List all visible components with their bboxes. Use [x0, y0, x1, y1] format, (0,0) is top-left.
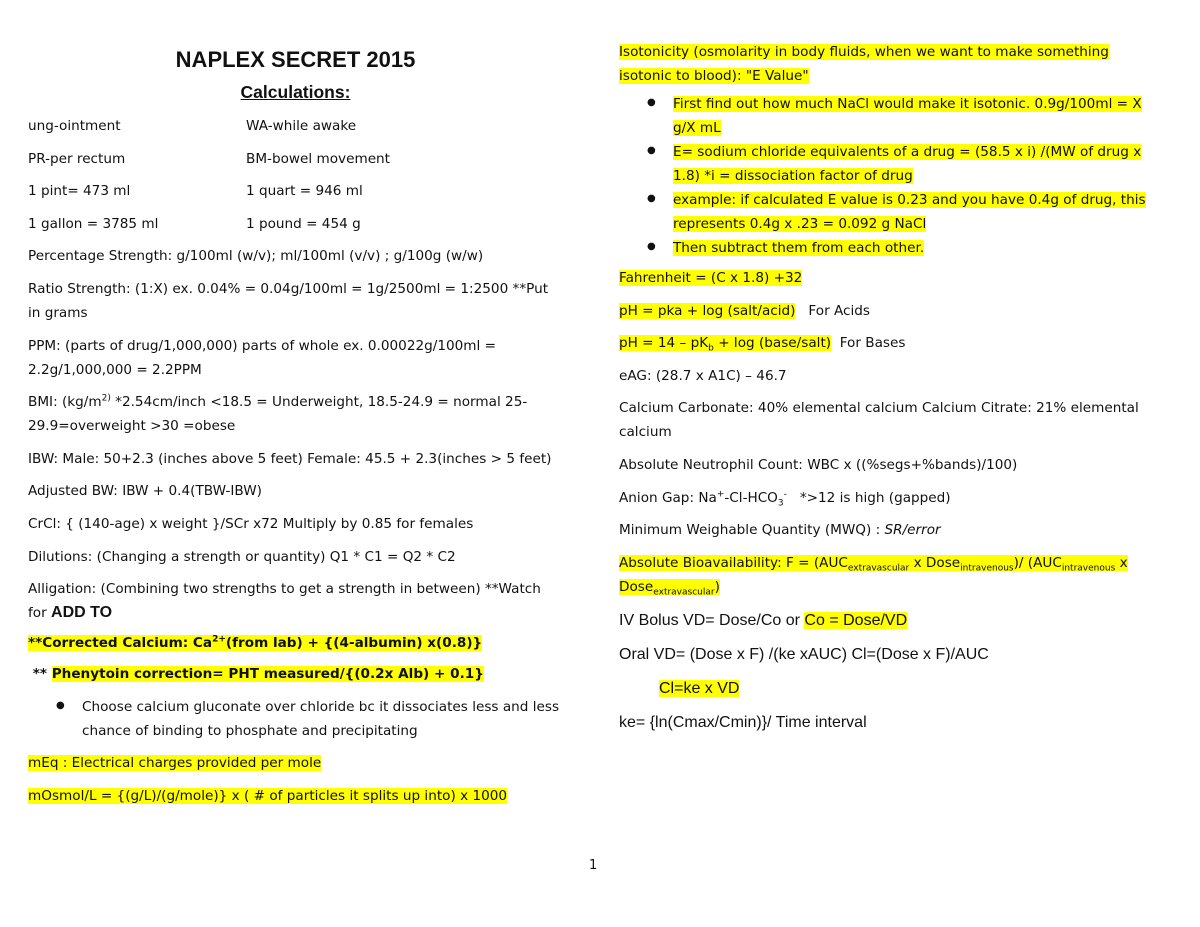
- fahrenheit: [619, 266, 1149, 290]
- list-item-text: E= sodium chloride equivalents of a drug = (58.5 x i) /(MW of drug x 1.8) *i = dissociation factor of drug: [673, 144, 1142, 184]
- phenytoin-text: Phenytoin correction= PHT measured/{(0.2x Alb) + 0.1}: [51, 666, 484, 683]
- bio-sub: intravenous: [1061, 563, 1116, 574]
- calcium-superscript: 2+: [212, 634, 226, 645]
- list-item: [673, 140, 1149, 188]
- ratio-strength: Ratio Strength: (1:X) ex. 0.04% = 0.04g/100ml = 1g/2500ml = 1:2500 **Put in grams: [28, 280, 549, 321]
- bioavailability: [619, 551, 1149, 599]
- anion-gap: [619, 486, 1149, 510]
- list-item: [673, 236, 1149, 260]
- mosmol: [28, 784, 563, 808]
- section-heading-calculations: Calculations:: [240, 82, 351, 102]
- calcium-text-rest: (from lab) + {(4-albumin) x(0.8)}: [225, 635, 483, 652]
- alligation-emphasis: ADD TO: [51, 604, 113, 622]
- right-column: [619, 40, 1149, 743]
- mosmol-text: mOsmol/L = {(g/L)/(g/mole)} x ( # of particles it splits up into) x 1000: [28, 787, 508, 804]
- clearance: [619, 677, 1149, 701]
- alligation: [28, 577, 563, 625]
- alligation-text: Alligation: (Combining two strengths to get a strength in between) **Watch for: [28, 581, 541, 622]
- calcium-bullets: [28, 695, 563, 743]
- abbrev-cell: 1 pound = 454 g: [246, 215, 361, 232]
- dilutions: Dilutions: (Changing a strength or quantity) Q1 * C1 = Q2 * C2: [28, 548, 456, 565]
- anion-text: Anion Gap: Na: [619, 489, 717, 506]
- phenytoin-prefix: **: [28, 666, 52, 683]
- iv-bolus-vd: [619, 609, 1149, 633]
- ibw: IBW: Male: 50+2.3 (inches above 5 feet) Female: 45.5 + 2.3(inches > 5 feet): [28, 450, 552, 467]
- page-number: 1: [589, 858, 598, 873]
- left-column: [28, 40, 563, 817]
- eag: eAG: (28.7 x A1C) – 46.7: [619, 367, 787, 384]
- abbrev-row: [28, 179, 563, 203]
- anc: Absolute Neutrophil Count: WBC x ((%segs+%bands)/100): [619, 456, 1018, 473]
- isotonicity-text: Isotonicity (osmolarity in body fluids, when we want to make something isotonic to blood): "E Value": [619, 44, 1109, 84]
- ph-bases: [619, 331, 1149, 355]
- ph-base-note: For Bases: [831, 335, 906, 352]
- ph-acid-note: For Acids: [795, 302, 871, 319]
- abbrev-cell: ung-ointment: [28, 118, 121, 134]
- bio-text: x Dose: [619, 554, 1128, 595]
- ph-base-subscript: b: [708, 343, 714, 354]
- isotonicity-bullets: [619, 92, 1149, 260]
- page-title: NAPLEX SECRET 2015: [175, 47, 416, 72]
- abbrev-cell: WA-while awake: [246, 118, 357, 134]
- oral-vd: Oral VD= (Dose x F) /(ke xAUC) Cl=(Dose x F)/AUC: [619, 645, 989, 663]
- list-item: ● Choose calcium gluconate over chloride bc it dissociates less and less chance of binding to phosphate and precipitating: [82, 695, 563, 743]
- calcium-salts: Calcium Carbonate: 40% elemental calcium Calcium Citrate: 21% elemental calcium: [619, 400, 1139, 441]
- list-item-text: Then subtract them from each other.: [673, 240, 925, 256]
- list-item: [673, 92, 1149, 140]
- bio-text: x Dose: [909, 554, 961, 571]
- list-item-text: First find out how much NaCl would make it isotonic. 0.9g/100ml = X g/X mL: [673, 96, 1142, 136]
- list-item: [673, 188, 1149, 236]
- anion-sup-2: -: [783, 489, 787, 500]
- mwq-formula: SR/error: [884, 522, 941, 539]
- bmi-text: BMI: (kg/m: [28, 394, 102, 411]
- iv-bolus-formula: Co = Dose/VD: [804, 611, 908, 629]
- bio-text: )/ (AUC: [1013, 554, 1062, 571]
- mwq-text: Minimum Weighable Quantity (MWQ) :: [619, 522, 885, 539]
- ppm: PPM: (parts of drug/1,000,000) parts of whole ex. 0.00022g/100ml = 2.2g/1,000,000 = 2.2PPM: [28, 337, 497, 378]
- calcium-text: **Corrected Calcium: Ca: [28, 635, 213, 652]
- bio-text: ): [714, 578, 720, 595]
- phenytoin-correction: [28, 662, 563, 686]
- anion-note: *>12 is high (gapped): [786, 489, 951, 506]
- ph-acids: [619, 299, 1149, 323]
- abbrev-cell: 1 quart = 946 ml: [246, 183, 363, 200]
- bio-sub: extravascular: [653, 587, 715, 598]
- fahrenheit-text: Fahrenheit = (C x 1.8) +32: [619, 270, 803, 286]
- corrected-calcium: [28, 631, 563, 655]
- anion-text-2: -Cl-HCO: [724, 489, 778, 506]
- bmi-superscript: 2): [101, 393, 111, 404]
- abbrev-cell: 1 gallon = 3785 ml: [28, 215, 159, 232]
- ph-base-formula: pH = 14 – pK: [619, 335, 709, 352]
- bio-sub: extravascular: [847, 563, 910, 574]
- mwq: [619, 518, 1149, 542]
- crcl: CrCl: { (140-age) x weight }/SCr x72 Multiply by 0.85 for females: [28, 515, 474, 532]
- meq: [28, 751, 563, 775]
- ph-acid-formula: pH = pka + log (salt/acid): [619, 302, 796, 319]
- abbrev-cell: PR-per rectum: [28, 150, 126, 167]
- anion-sub: 3: [777, 498, 784, 509]
- adjusted-bw: Adjusted BW: IBW + 0.4(TBW-IBW): [28, 483, 262, 500]
- anion-sup: +: [716, 489, 725, 500]
- percentage-strength: Percentage Strength: g/100ml (w/v); ml/100ml (v/v) ; g/100g (w/w): [28, 248, 484, 265]
- bmi: [28, 390, 563, 438]
- abbrev-row: [28, 147, 563, 171]
- abbrev-cell: BM-bowel movement: [246, 150, 391, 167]
- ph-base-formula-rest: + log (base/salt): [713, 335, 832, 352]
- bio-sub: intravenous: [960, 563, 1014, 574]
- list-item-text: example: if calculated E value is 0.23 and you have 0.4g of drug, this represents 0.4g x .23 = 0.092 g NaCl: [673, 192, 1146, 232]
- abbrev-row: [28, 114, 563, 138]
- iv-bolus-text: IV Bolus VD= Dose/Co or: [619, 611, 805, 629]
- clearance-formula: Cl=ke x VD: [659, 679, 740, 697]
- isotonicity: [619, 40, 1149, 88]
- elimination-constant: ke= {ln(Cmax/Cmin)}/ Time interval: [619, 713, 867, 731]
- abbrev-cell: 1 pint= 473 ml: [28, 183, 131, 200]
- bio-text: Absolute Bioavailability: F = (AUC: [619, 554, 848, 571]
- meq-text: mEq : Electrical charges provided per mole: [28, 755, 322, 772]
- abbrev-row: [28, 212, 563, 236]
- bmi-text-rest: *2.54cm/inch <18.5 = Underweight, 18.5-24.9 = normal 25-29.9=overweight >30 =obese: [28, 394, 528, 435]
